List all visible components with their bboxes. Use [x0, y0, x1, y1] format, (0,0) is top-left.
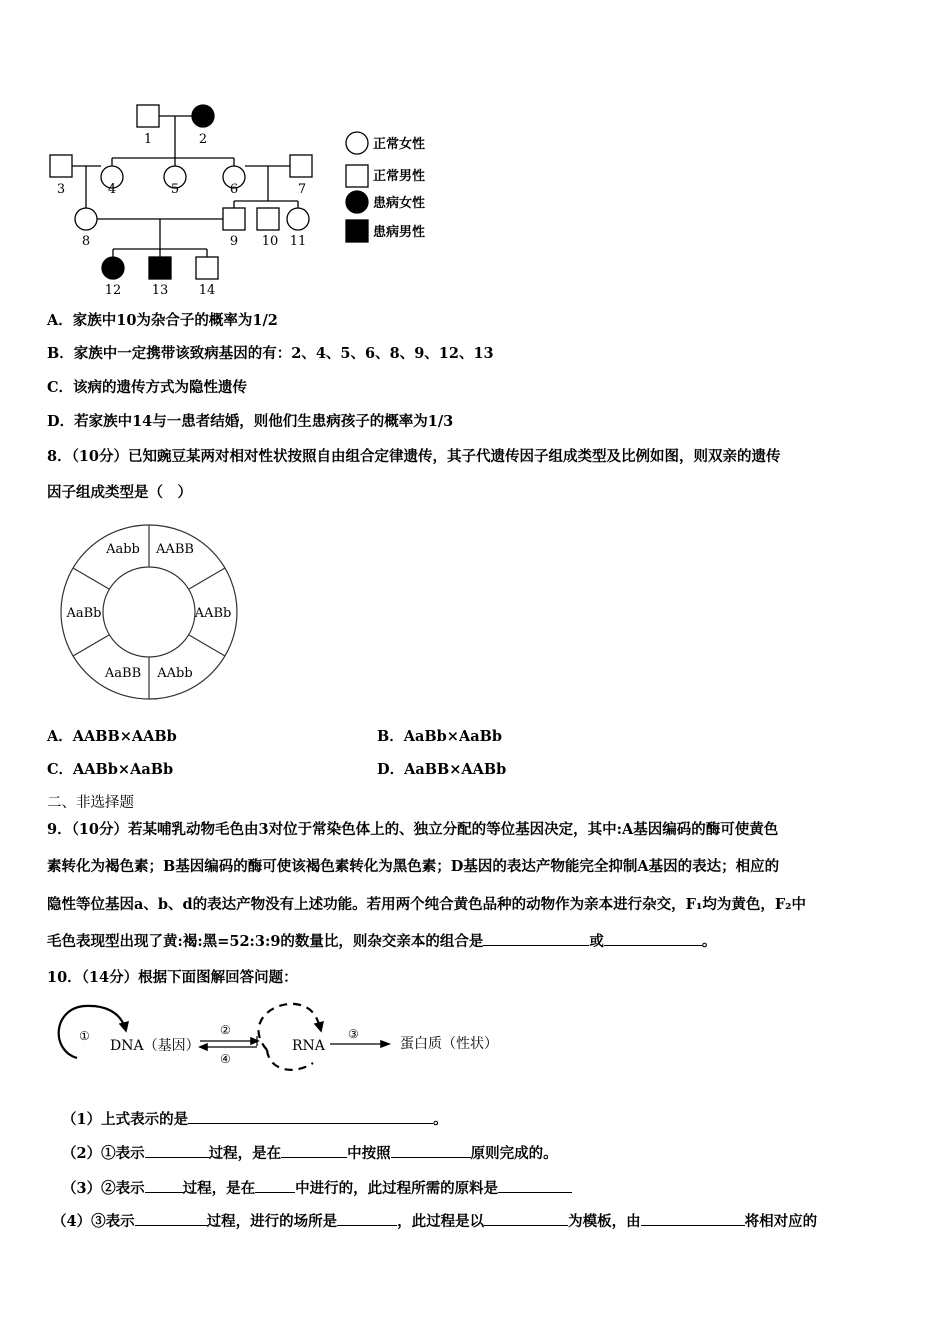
svg-text:6: 6 [229, 182, 239, 197]
answer-blank[interactable] [391, 1143, 471, 1158]
q10-stem: 10．（14分）根据下面图解回答问题： [47, 969, 298, 986]
svg-text:AaBb: AaBb [66, 606, 102, 621]
pedigree-chart [40, 95, 460, 300]
q10-sub2 [62, 1143, 558, 1164]
svg-text:③: ③ [348, 1027, 359, 1041]
sub3-text: 过程，是在 [182, 1180, 256, 1197]
answer-blank[interactable] [255, 1178, 295, 1193]
sub2-text: （2）①表示 [62, 1145, 145, 1162]
svg-text:④: ④ [220, 1052, 231, 1066]
answer-blank[interactable] [145, 1178, 183, 1193]
sub4-text: ，此过程是以 [397, 1213, 485, 1230]
svg-text:4: 4 [107, 182, 117, 197]
q9-end: 。 [701, 933, 717, 950]
q8-option-c: C．AABb×AaBb [47, 761, 174, 778]
q8-stem-line1: 8．（10分）已知豌豆某两对相对性状按照自由组合定律遗传，其子代遗传因子组成类型及比例如图，则双亲的遗传 [47, 448, 781, 465]
answer-blank[interactable] [604, 931, 702, 946]
q9-line1: 9．（10分）若某哺乳动物毛色由3对位于常染色体上的、独立分配的等位基因决定，其中:A基因编码的酶可使黄色 [47, 821, 779, 838]
sub4-text: （4）③表示 [52, 1213, 135, 1230]
svg-text:正常男性: 正常男性 [373, 169, 426, 184]
q10-sub1 [62, 1109, 448, 1130]
sub2-text: 过程，是在 [208, 1145, 282, 1162]
svg-text:12: 12 [104, 283, 122, 298]
q9-line3: 隐性等位基因a、b、d的表达产物没有上述功能。若用两个纯合黄色品种的动物作为亲本进行杂交，F₁均为黄色，F₂中 [47, 896, 806, 913]
svg-text:②: ② [220, 1023, 231, 1037]
answer-blank[interactable] [498, 1178, 572, 1193]
q10-sub4 [52, 1211, 817, 1232]
svg-text:14: 14 [198, 283, 216, 298]
q10-sub3 [62, 1178, 572, 1199]
svg-text:AaBB: AaBB [104, 666, 142, 681]
q7-option-a: A．家族中10为杂合子的概率为1/2 [47, 312, 278, 329]
genotype-ring-diagram [55, 520, 245, 706]
answer-blank[interactable] [188, 1109, 433, 1124]
q8-option-a: A．AABB×AABb [47, 728, 177, 745]
q8-stem-line2: 因子组成类型是（ ） [47, 484, 192, 501]
svg-text:DNA（基因）: DNA（基因） [110, 1038, 200, 1054]
svg-text:AABB: AABB [156, 542, 194, 557]
sub3-text: （3）②表示 [62, 1180, 145, 1197]
sub2-text: 中按照 [347, 1145, 391, 1162]
sub4-text: 为模板，由 [568, 1213, 641, 1230]
q7-option-c: C．该病的遗传方式为隐性遗传 [47, 379, 248, 396]
svg-text:患病女性: 患病女性 [373, 196, 426, 211]
q9-line2: 素转化为褐色素；B基因编码的酶可使该褐色素转化为黑色素；D基因的表达产物能完全抑制A基因的表达；相应的 [47, 858, 780, 875]
svg-text:9: 9 [229, 234, 239, 249]
answer-blank[interactable] [641, 1211, 745, 1226]
svg-text:5: 5 [170, 182, 180, 197]
svg-text:13: 13 [151, 283, 169, 298]
svg-text:7: 7 [297, 182, 307, 197]
individual-1 [137, 105, 159, 127]
q8-option-b: B．AaBb×AaBb [377, 728, 502, 745]
sub4-text: 将相对应的 [744, 1213, 818, 1230]
q9-text: 毛色表现型出现了黄:褐:黑=52:3:9的数量比，则杂交亲本的组合是 [47, 933, 484, 950]
central-dogma-diagram [55, 1000, 525, 1080]
q9-or: 或 [589, 933, 604, 950]
sub1-text: （1）上式表示的是 [62, 1111, 189, 1128]
section-title: 二、非选择题 [47, 795, 134, 811]
answer-blank[interactable] [281, 1143, 347, 1158]
svg-text:2: 2 [198, 132, 208, 147]
q8-option-d: D．AaBB×AABb [377, 761, 507, 778]
svg-text:10: 10 [261, 234, 279, 249]
svg-text:Aabb: Aabb [106, 542, 140, 557]
svg-text:蛋白质（性状）: 蛋白质（性状） [400, 1036, 498, 1052]
answer-blank[interactable] [337, 1211, 397, 1226]
sub3-text: 中进行的，此过程所需的原料是 [295, 1180, 499, 1197]
individual-2 [192, 105, 214, 127]
sub2-text: 原则完成的。 [470, 1145, 558, 1162]
svg-text:AABb: AABb [194, 606, 232, 621]
svg-text:1: 1 [143, 132, 153, 147]
svg-text:3: 3 [56, 182, 66, 197]
svg-text:RNA: RNA [292, 1038, 325, 1054]
svg-text:正常女性: 正常女性 [373, 137, 426, 152]
q9-line4 [47, 931, 716, 952]
q7-option-d: D．若家族中14与一患者结婚，则他们生患病孩子的概率为1/3 [47, 413, 454, 430]
svg-text:11: 11 [289, 234, 307, 249]
answer-blank[interactable] [145, 1143, 209, 1158]
sub4-text: 过程，进行的场所是 [206, 1213, 338, 1230]
sub1-end: 。 [433, 1111, 448, 1128]
svg-text:AAbb: AAbb [157, 666, 193, 681]
answer-blank[interactable] [483, 931, 589, 946]
answer-blank[interactable] [135, 1211, 207, 1226]
q7-option-b: B．家族中一定携带该致病基因的有：2、4、5、6、8、9、12、13 [47, 345, 494, 362]
answer-blank[interactable] [484, 1211, 568, 1226]
svg-text:患病男性: 患病男性 [373, 225, 426, 240]
svg-text:①: ① [79, 1029, 90, 1043]
svg-text:8: 8 [81, 234, 91, 249]
